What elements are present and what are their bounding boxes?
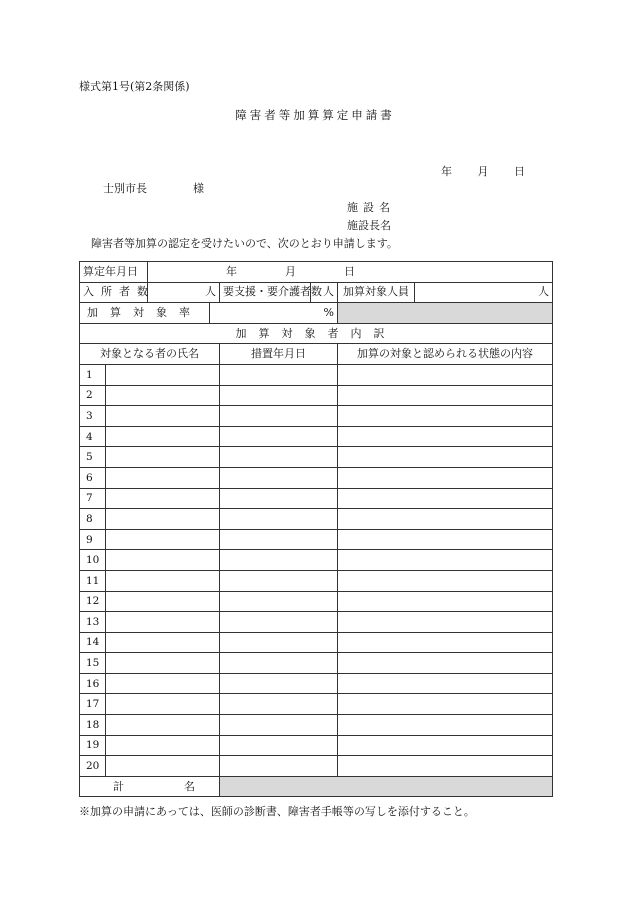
date-field[interactable] <box>220 756 338 777</box>
name-field[interactable] <box>106 550 220 571</box>
rate-field[interactable] <box>210 303 338 324</box>
row-number: 2 <box>80 385 106 406</box>
row-number: 7 <box>80 488 106 509</box>
name-field[interactable] <box>106 756 220 777</box>
date-field[interactable] <box>220 591 338 612</box>
state-field[interactable] <box>338 694 553 715</box>
row-number: 17 <box>80 694 106 715</box>
name-field[interactable] <box>106 612 220 633</box>
state-field[interactable] <box>338 653 553 674</box>
date-field[interactable] <box>220 447 338 468</box>
row-number: 4 <box>80 426 106 447</box>
name-field[interactable] <box>106 694 220 715</box>
breakdown-heading-row <box>80 323 553 344</box>
name-field[interactable] <box>106 673 220 694</box>
target-field[interactable] <box>415 282 553 303</box>
form-number: 様式第1号(第2条関係) <box>79 80 190 93</box>
date-field[interactable] <box>220 673 338 694</box>
name-field[interactable] <box>106 529 220 550</box>
name-field[interactable] <box>106 426 220 447</box>
state-field[interactable] <box>338 632 553 653</box>
state-field[interactable] <box>338 426 553 447</box>
name-field[interactable] <box>106 653 220 674</box>
addressee-honorific: 様 <box>193 182 204 195</box>
state-field[interactable] <box>338 385 553 406</box>
row-number: 15 <box>80 653 106 674</box>
name-field[interactable] <box>106 488 220 509</box>
row-number: 9 <box>80 529 106 550</box>
name-field[interactable] <box>106 735 220 756</box>
facility-director-label: 施設長名 <box>347 219 391 232</box>
state-field[interactable] <box>338 467 553 488</box>
addressee <box>103 182 204 196</box>
date-field[interactable] <box>220 488 338 509</box>
date-field[interactable] <box>220 529 338 550</box>
total-unit: 名 <box>184 779 195 793</box>
col-header-date: 措置年月日 <box>220 344 338 365</box>
date-field[interactable] <box>220 632 338 653</box>
state-field[interactable] <box>338 509 553 530</box>
calc-date-label: 算定年月日 <box>80 262 148 283</box>
state-field[interactable] <box>338 364 553 385</box>
entry-row <box>80 509 553 530</box>
state-field[interactable] <box>338 570 553 591</box>
col-header-name: 対象となる者の氏名 <box>80 344 220 365</box>
calc-date-row <box>80 262 553 283</box>
name-field[interactable] <box>106 591 220 612</box>
date-field[interactable] <box>220 364 338 385</box>
facility-name-label: 施設名 <box>347 201 395 214</box>
date-field[interactable] <box>220 385 338 406</box>
col-header-state: 加算の対象と認められる状態の内容 <box>338 344 553 365</box>
care-unit: 人 <box>323 285 334 299</box>
name-field[interactable] <box>106 385 220 406</box>
date-month-label: 月 <box>477 165 489 178</box>
date-field[interactable] <box>220 509 338 530</box>
row-number: 3 <box>80 406 106 427</box>
state-field[interactable] <box>338 529 553 550</box>
addressee-name: 士別市長 <box>103 182 147 195</box>
date-field[interactable] <box>220 612 338 633</box>
name-field[interactable] <box>106 632 220 653</box>
calc-day-label: 日 <box>344 264 355 278</box>
state-field[interactable] <box>338 488 553 509</box>
row-number: 13 <box>80 612 106 633</box>
date-field[interactable] <box>220 550 338 571</box>
entry-row <box>80 570 553 591</box>
row-number: 18 <box>80 715 106 736</box>
date-field[interactable] <box>220 653 338 674</box>
entry-row <box>80 467 553 488</box>
name-field[interactable] <box>106 364 220 385</box>
state-field[interactable] <box>338 406 553 427</box>
row-number: 10 <box>80 550 106 571</box>
counts-row <box>80 282 553 303</box>
state-field[interactable] <box>338 735 553 756</box>
date-field[interactable] <box>220 715 338 736</box>
residents-unit: 人 <box>205 285 216 299</box>
calc-year-label: 年 <box>226 264 237 278</box>
row-number: 12 <box>80 591 106 612</box>
date-year-label: 年 <box>441 165 452 178</box>
date-field[interactable] <box>220 694 338 715</box>
document-title: 障害者等加算算定申請書 <box>235 108 395 122</box>
calc-month-label: 月 <box>285 264 296 278</box>
entry-row <box>80 715 553 736</box>
date-field[interactable] <box>220 426 338 447</box>
entry-row <box>80 406 553 427</box>
total-row <box>80 776 553 797</box>
residents-field[interactable] <box>148 282 220 303</box>
entry-row <box>80 550 553 571</box>
date-day-label: 日 <box>514 165 525 178</box>
residents-label: 入所者数 <box>80 282 148 303</box>
entry-row <box>80 673 553 694</box>
name-field[interactable] <box>106 447 220 468</box>
total-label <box>80 776 220 797</box>
row-number: 1 <box>80 364 106 385</box>
total-kei: 計 <box>113 779 124 793</box>
entry-row <box>80 756 553 777</box>
application-date <box>441 165 525 179</box>
row-number: 11 <box>80 570 106 591</box>
entry-row <box>80 653 553 674</box>
name-field[interactable] <box>106 715 220 736</box>
state-field[interactable] <box>338 550 553 571</box>
intro-text: 障害者等加算の認定を受けたいので、次のとおり申請します。 <box>91 237 398 250</box>
name-field[interactable] <box>106 406 220 427</box>
state-field[interactable] <box>338 612 553 633</box>
column-header-row <box>80 344 553 365</box>
entry-row <box>80 426 553 447</box>
state-field[interactable] <box>338 756 553 777</box>
entry-row <box>80 385 553 406</box>
row-number: 8 <box>80 509 106 530</box>
calc-date-field[interactable] <box>148 262 553 283</box>
row-number: 19 <box>80 735 106 756</box>
entry-row <box>80 529 553 550</box>
date-field[interactable] <box>220 570 338 591</box>
row-number: 20 <box>80 756 106 777</box>
row-number: 16 <box>80 673 106 694</box>
entry-row <box>80 364 553 385</box>
entry-row <box>80 591 553 612</box>
state-field[interactable] <box>338 447 553 468</box>
application-form-table <box>79 261 553 797</box>
entry-row <box>80 735 553 756</box>
footnote: ※加算の申請にあっては、医師の診断書、障害者手帳等の写しを添付すること。 <box>79 805 475 818</box>
row-number: 6 <box>80 467 106 488</box>
entry-row <box>80 694 553 715</box>
state-field[interactable] <box>338 715 553 736</box>
entry-row <box>80 632 553 653</box>
date-field[interactable] <box>220 735 338 756</box>
name-field[interactable] <box>106 570 220 591</box>
entry-row <box>80 612 553 633</box>
date-field[interactable] <box>220 406 338 427</box>
entry-rows <box>80 364 553 776</box>
percent-sign: % <box>323 305 334 319</box>
entry-row <box>80 488 553 509</box>
entry-row <box>80 447 553 468</box>
state-field[interactable] <box>338 591 553 612</box>
total-value-shaded[interactable] <box>220 776 553 797</box>
name-field[interactable] <box>106 467 220 488</box>
rate-label: 加算対象率 <box>80 303 210 324</box>
date-field[interactable] <box>220 467 338 488</box>
rate-row <box>80 303 553 324</box>
row-number: 5 <box>80 447 106 468</box>
target-label: 加算対象人員 <box>338 282 415 303</box>
care-label: 要支援・要介護者数 <box>220 282 311 303</box>
target-unit: 人 <box>538 285 549 299</box>
rate-blank-shaded <box>338 303 553 324</box>
row-number: 14 <box>80 632 106 653</box>
name-field[interactable] <box>106 509 220 530</box>
breakdown-heading: 加算対象者内訳 <box>80 323 553 344</box>
state-field[interactable] <box>338 673 553 694</box>
